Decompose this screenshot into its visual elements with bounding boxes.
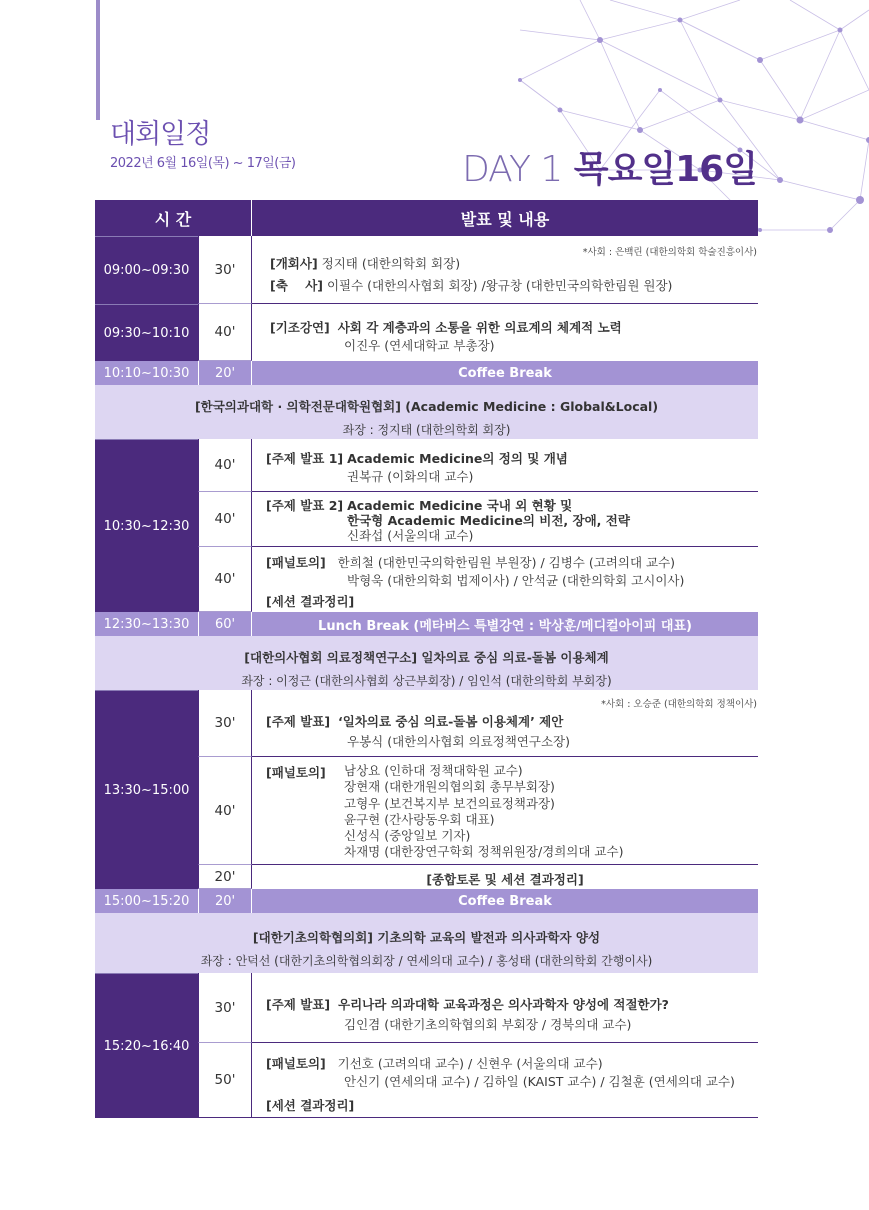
session-chair: 좌장 : 이정근 (대한의사협회 상근부회장) / 임인석 (대한의학회 부회장) bbox=[241, 674, 612, 688]
tag: [패널토의] bbox=[266, 765, 326, 780]
tag: [기조강연] bbox=[270, 320, 330, 335]
session-header bbox=[95, 385, 758, 439]
talk-title: 사회 각 계층과의 소통을 위한 의료계의 체계적 노력 bbox=[337, 320, 622, 335]
time-cell: 10:10~10:30 bbox=[103, 365, 190, 381]
session-chair: 좌장 : 정지태 (대한의학회 회장) bbox=[342, 423, 511, 437]
break-label: Coffee Break bbox=[458, 365, 552, 381]
talk-title: ‘일차의료 중심 의료-돌봄 이용체계’ 제안 bbox=[338, 714, 564, 729]
lunch-break-row bbox=[95, 612, 758, 636]
duration-cell: 30' bbox=[198, 236, 252, 304]
day-heading bbox=[462, 150, 757, 190]
session-wrapup: [세션 결과정리] bbox=[266, 1098, 355, 1113]
row-divider bbox=[252, 756, 758, 757]
panelist: 남상요 (인하대 정책대학원 교수) bbox=[344, 763, 523, 778]
duration-cell: 40' bbox=[198, 547, 252, 612]
congrats-line bbox=[270, 276, 672, 294]
moderator-note: *사회 : 오승준 (대한의학회 정책이사) bbox=[601, 699, 757, 710]
duration-cell: 40' bbox=[198, 439, 252, 492]
tag: [개회사] bbox=[270, 256, 318, 271]
duration-cell: 40' bbox=[198, 492, 252, 547]
duration-cell: 40' bbox=[198, 757, 252, 865]
accent-vertical-line bbox=[96, 0, 100, 120]
duration-cell: 30' bbox=[198, 973, 252, 1043]
keynote-line bbox=[270, 318, 622, 336]
time-cell: 13:30~15:00 bbox=[95, 690, 198, 889]
talk-title: Academic Medicine 국내 외 현황 및 bbox=[347, 498, 573, 513]
col-header-content: 발표 및 내용 bbox=[252, 200, 758, 236]
talk-title-continued: 한국형 Academic Medicine의 비전, 장애, 전략 bbox=[347, 513, 630, 528]
duration-cell: 50' bbox=[198, 1043, 252, 1118]
time-cell: 10:30~12:30 bbox=[95, 439, 198, 612]
coffee-break-row bbox=[95, 361, 758, 385]
opening-line bbox=[270, 254, 460, 272]
tag: [주제 발표 2] bbox=[266, 498, 344, 513]
panel-line bbox=[266, 553, 675, 571]
panelist: 윤구현 (간사랑동우회 대표) bbox=[344, 811, 495, 827]
row-divider bbox=[252, 303, 758, 304]
panelists: 한희철 (대한민국의학한림원 부원장) / 김병수 (고려의대 교수) bbox=[337, 555, 676, 570]
day-label: DAY 1 bbox=[462, 149, 563, 190]
panelists bbox=[344, 763, 623, 861]
panelist: 신성식 (중앙일보 기자) bbox=[344, 828, 471, 844]
row-divider bbox=[252, 546, 758, 547]
event-date: 2022년 6월 16일(목) ~ 17일(금) bbox=[110, 156, 296, 171]
speaker: 김인겸 (대한기초의학협의회 부회장 / 경북의대 교수) bbox=[344, 1017, 632, 1032]
row-divider bbox=[252, 1042, 758, 1043]
row-divider bbox=[252, 491, 758, 492]
row-divider bbox=[252, 864, 758, 865]
day-name: 목요일16일 bbox=[573, 149, 757, 190]
tag: [주제 발표 1] bbox=[266, 451, 344, 466]
tag: [패널토의] bbox=[266, 555, 326, 570]
tag: [축 사] bbox=[270, 278, 323, 293]
speaker: 권복규 (이화의대 교수) bbox=[347, 469, 474, 484]
duration-cell: 40' bbox=[198, 304, 252, 361]
speaker: 우봉식 (대한의사협회 의료정책연구소장) bbox=[347, 734, 570, 749]
topic-line bbox=[266, 449, 568, 467]
speaker: 정지태 (대한의학회 회장) bbox=[317, 256, 461, 271]
session-title: [한국의과대학 · 의학전문대학원협회] (Academic Medicine : Global&Local) bbox=[194, 399, 659, 414]
panelists: 박형욱 (대한의학회 법제이사) / 안석균 (대한의학회 고시이사) bbox=[347, 573, 685, 588]
panelists: 기선호 (고려의대 교수) / 신현우 (서울의대 교수) bbox=[337, 1056, 603, 1071]
duration-cell: 20' bbox=[198, 361, 252, 385]
topic-line bbox=[266, 995, 669, 1013]
time-cell: 09:00~09:30 bbox=[95, 236, 198, 304]
session-header bbox=[95, 636, 758, 690]
duration-cell: 30' bbox=[198, 690, 252, 757]
time-cell: 15:20~16:40 bbox=[95, 973, 198, 1118]
page-title: 대회일정 bbox=[110, 119, 211, 150]
panelist: 고형우 (보건복지부 보건의료정책과장) bbox=[344, 795, 555, 811]
time-cell: 15:00~15:20 bbox=[103, 893, 190, 909]
col-header-time: 시 간 bbox=[95, 200, 251, 236]
session-chair: 좌장 : 안덕선 (대한기초의학협의회장 / 연세의대 교수) / 홍성태 (대한의학회 간행이사) bbox=[200, 954, 653, 968]
topic-line bbox=[266, 712, 563, 730]
duration-cell: 20' bbox=[198, 865, 252, 889]
session-header bbox=[95, 913, 758, 973]
time-cell: 12:30~13:30 bbox=[103, 616, 190, 632]
duration-cell: 20' bbox=[198, 889, 252, 913]
talk-title: Academic Medicine의 정의 및 개념 bbox=[347, 451, 568, 466]
tag: [주제 발표] bbox=[266, 714, 331, 729]
panelist: 차재명 (대한장연구학회 정책위원장/경희의대 교수) bbox=[344, 844, 624, 860]
speaker: 이진우 (연세대학교 부총장) bbox=[344, 338, 495, 353]
tag: [패널토의] bbox=[266, 1056, 326, 1071]
session-wrapup: [세션 결과정리] bbox=[266, 594, 355, 609]
speaker: 신좌섭 (서울의대 교수) bbox=[347, 528, 474, 543]
session-title: [대한의사협회 의료정책연구소] 일차의료 중심 의료-돌봄 이용체계 bbox=[244, 650, 609, 665]
table-bottom-border bbox=[95, 1117, 758, 1118]
duration-cell: 60' bbox=[198, 612, 252, 636]
moderator-note: *사회 : 은백린 (대한의학회 학술진흥이사) bbox=[582, 247, 757, 258]
time-cell: 09:30~10:10 bbox=[95, 304, 198, 361]
panelist: 장현재 (대한개원의협의회 총무부회장) bbox=[344, 779, 555, 795]
session-wrapup: [종합토론 및 세션 결과정리] bbox=[426, 872, 584, 887]
session-title: [대한기초의학협의회] 기초의학 교육의 발전과 의사과학자 양성 bbox=[252, 930, 601, 945]
speaker: 이필수 (대한의사협회 회장) /왕규창 (대한민국의학한림원 원장) bbox=[322, 278, 673, 293]
break-label: Coffee Break bbox=[458, 893, 552, 909]
coffee-break-row bbox=[95, 889, 758, 913]
panel-line bbox=[266, 1054, 603, 1072]
break-label: Lunch Break (메타버스 특별강연 : 박상훈/메디컬아이피 대표) bbox=[318, 618, 692, 634]
tag: [주제 발표] bbox=[266, 997, 331, 1012]
talk-title: 우리나라 의과대학 교육과정은 의사과학자 양성에 적절한가? bbox=[338, 997, 669, 1012]
panelists: 안신기 (연세의대 교수) / 김하일 (KAIST 교수) / 김철훈 (연세의대 교수) bbox=[344, 1074, 735, 1089]
